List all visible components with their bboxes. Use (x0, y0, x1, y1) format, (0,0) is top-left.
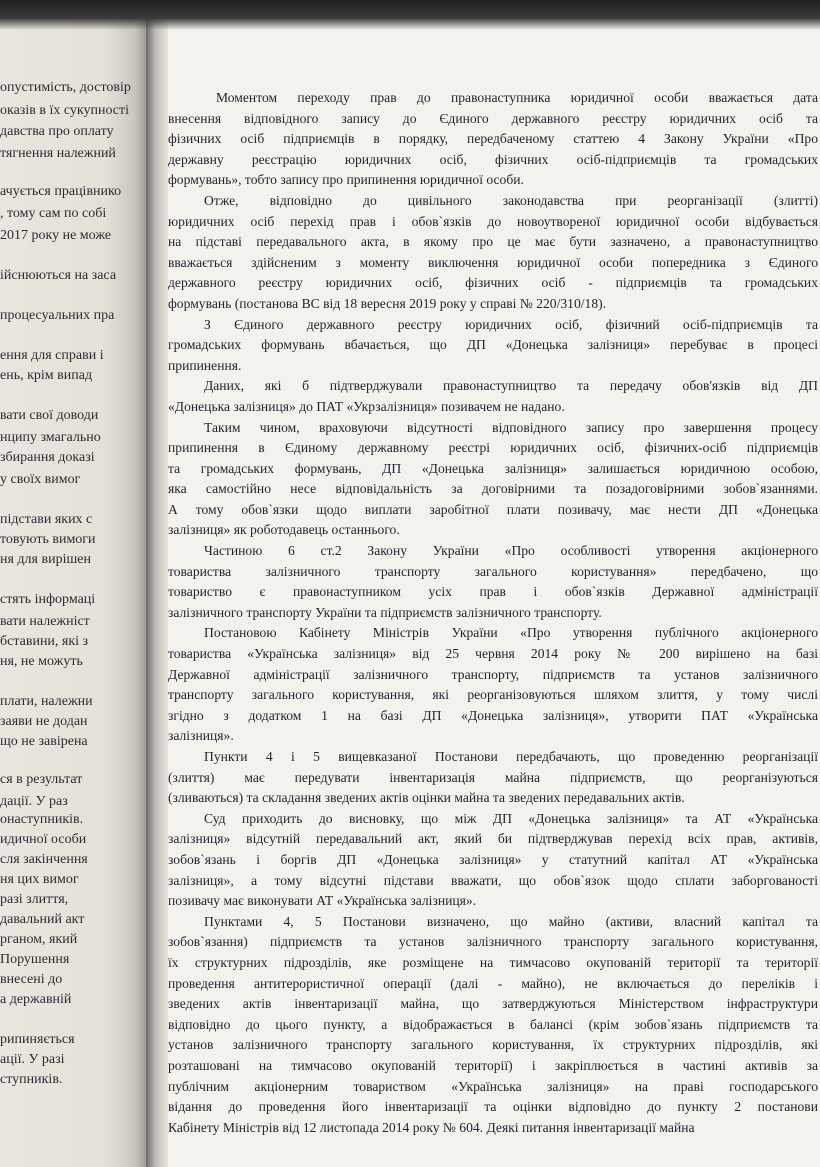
left-page-text-fragment: плати, належни (0, 694, 93, 709)
left-page-text-fragment: ення для справи і (0, 348, 104, 363)
text-line: залізниця» відсутній передавальний акт, який би підтверджував перехід всіх прав, активів, (168, 831, 818, 847)
left-page-text-fragment: у своїх вимог (0, 472, 81, 487)
text-line: Державної адміністрації залізничного транспорту, підприємств та установ залізничного (168, 666, 818, 682)
left-page-text-fragment: ня цих вимог (0, 872, 79, 887)
text-line: яка самостійно несе відповідальність за договірними та позадоговірними зобов`язаннями. (168, 481, 818, 497)
text-line: та громадських формувань, ДП «Донецька залізниця» залишається юридичною особою, (168, 460, 818, 476)
paragraph (168, 418, 818, 542)
left-page-edge (0, 0, 150, 1167)
left-page-text-fragment: внесені до (0, 972, 63, 987)
left-page-text-fragment: підстави яких с (0, 512, 93, 527)
text-line: припинення в Єдиному державному реєстрі юридичних осіб, фізичних-осіб підприємців (168, 440, 818, 456)
left-page-text-fragment: ачується працівнико (0, 184, 122, 199)
left-page-text-fragment: давства про оплату (0, 124, 114, 139)
paragraph (168, 541, 818, 623)
left-page-text-fragment: рганом, який (0, 932, 78, 947)
text-line: Даних, які б підтверджували правонаступництво та передачу обов'язків від ДП (204, 378, 818, 394)
paragraph (168, 809, 818, 912)
document-body (168, 88, 818, 1138)
left-page-text-fragment: вати свої доводи (0, 408, 99, 423)
text-line: вважається здійсненим з моменту виключення юридичної особи попередника з Єдиного (168, 254, 818, 270)
left-page-text-fragment: разі злиття, (0, 892, 69, 907)
text-line: (злиття) має передувати інвентаризація майна підприємств, що реорганізуються (168, 769, 818, 785)
text-line: громадських формувань вбачається, що ДП «Донецька залізниця» перебуває в процесі (168, 337, 818, 353)
text-line: товариства залізничного транспорту загального користування» передбачено, що (168, 563, 818, 579)
text-line: фізичних осіб підприємців в порядку, передбаченому статтею 4 Закону України «Про (168, 131, 818, 147)
text-line: державного реєстру юридичних осіб, фізичних осіб - підприємців та громадських (168, 275, 818, 291)
text-line: А тому обов`язки щодо виплати заробітної плати позивачу, має нести ДП «Донецька (168, 501, 818, 517)
paragraph (168, 623, 818, 747)
text-line: «Донецька залізниця» до ПАТ «Укрзалізниця» позивачем не надано. (168, 398, 565, 414)
text-line: формувань», тобто запису про припинення юридичної особи. (168, 172, 524, 188)
text-line: відання до проведення його інвентаризації та оцінки відповідно до пункту 2 постанови (168, 1099, 818, 1115)
left-page-text-fragment: ся в результат (0, 772, 83, 787)
text-line: Суд приходить до висновку, що між ДП «Донецька залізниця» та АТ «Українська (204, 810, 818, 826)
text-line: юридичних осіб перехід прав і обов`язків до новоутвореної юридичної особи відбувається (168, 213, 818, 229)
text-line: установ залізничного транспорту загального користування, їх структурних підрозділів, які (168, 1037, 818, 1053)
left-page-text-fragment: ійснюються на заса (0, 268, 117, 283)
text-line: розташовані на тимчасово окупованій території) і закріплюється в частині активів за (168, 1057, 818, 1073)
left-page-text-fragment: стять інформаці (0, 592, 96, 607)
paragraph (168, 912, 818, 1139)
left-page-text-fragment: онаступників. (0, 812, 84, 827)
text-line: залізниця» як роботодавець останнього. (168, 522, 400, 538)
left-page-text-fragment: збирання доказі (0, 450, 95, 465)
text-line: на підставі передавального акта, в якому про це має бути зазначено, а правонаступництво (168, 234, 818, 250)
text-line: залізниця». (168, 728, 234, 744)
text-line: зведених актів інвентаризації майна, що затверджуються Міністерством інфраструктури (168, 996, 818, 1012)
left-page-text-fragment: опустимість, достовір (0, 80, 131, 95)
text-line: (зливаються) та складання зведених актів оцінки майна та зведених передавальних актів. (168, 790, 685, 806)
left-page-text-fragment: ступників. (0, 1072, 63, 1087)
text-line: транспорту загального користування, які реорганізовуються шляхом злиття, у тому числі (168, 687, 818, 703)
left-page-text-fragment: тягнення належний (0, 146, 116, 161)
left-page-text-fragment: давальний акт (0, 912, 85, 927)
left-page-text-fragment: заяви не додан (0, 714, 88, 729)
document-page (168, 18, 820, 1167)
text-line: Моментом переходу прав до правонаступника юридичної особи вважається дата (216, 90, 818, 105)
text-line: зобов`язань і боргів ДП «Донецька залізниця» у статутний капітал АТ «Українська (168, 851, 818, 867)
paragraph (168, 191, 818, 315)
text-line: Таким чином, враховуючи відсутності відповідного запису про завершення процесу (204, 419, 818, 435)
text-line: Постановою Кабінету Міністрів України «Про утворення публічного акціонерного (204, 625, 818, 641)
left-page-text-fragment: дації. У раз (0, 794, 68, 809)
left-page-text-fragment: ня для вирішен (0, 552, 91, 567)
left-page-text-fragment: бставини, які з (0, 634, 89, 649)
text-line: З Єдиного державного реєстру юридичних осіб, фізичний осіб-підприємців та (204, 316, 818, 332)
paragraph (168, 376, 818, 417)
paragraph (168, 315, 818, 377)
text-line: залізничного транспорту України та підприємств залізничного транспорту. (168, 604, 602, 620)
left-page-text-fragment: оказів в їх сукупності (0, 103, 130, 118)
left-page-text-fragment: ації. У разі (0, 1052, 65, 1067)
text-line: припинення. (168, 357, 242, 373)
left-page-text-fragment: 2017 року не може (0, 228, 112, 243)
paragraph (168, 88, 818, 191)
left-page-text-fragment: ень, крім випад (0, 368, 93, 383)
text-line: Пункти 4 і 5 вищевказаної Постанови передбачають, що проведенню реорганізації (204, 749, 818, 764)
text-line: відповідно до цього пункту, а відображається в балансі (крім зобов`язань підприємств та (168, 1016, 818, 1032)
left-page-text-fragment: процесуальних пра (0, 308, 115, 323)
text-line: державну реєстрацію юридичних осіб, фізичних осіб-підприємців та громадських (168, 151, 818, 167)
left-page-text-fragment: рипиняється (0, 1032, 75, 1047)
text-line: публічним акціонерним товариством «Українська залізниця» на праві господарського (168, 1078, 818, 1094)
text-line: їх структурних підрозділів, яке розміщене на тимчасово окупованій території та території (168, 954, 818, 970)
text-line: формувань (постанова ВС від 18 вересня 2019 року у справі № 220/310/18). (168, 295, 607, 311)
text-line: Кабінету Міністрів від 12 листопада 2014 року № 604. Деякі питання інвентаризації майна (168, 1119, 695, 1135)
left-page-text-fragment: товують вимоги (0, 532, 96, 547)
left-page-text-fragment: а державній (0, 992, 72, 1007)
left-page-text-fragment: нципу змагально (0, 430, 101, 445)
paragraph (168, 747, 818, 809)
text-line: товариства «Українська залізниця» від 25 червня 2014 року № 200 вирішено на базі (168, 646, 818, 662)
text-line: залізниця», а тому відсутні підстави вважати, що обов`язок щодо сплати заборгованості (168, 872, 818, 888)
text-line: зобов`язання) підприємств та установ залізничного транспорту загального користування, (168, 934, 818, 950)
left-page-text-fragment: вати належніст (0, 614, 90, 629)
text-line: внесення відповідного запису до Єдиного державного реєстру юридичних осіб та (168, 110, 818, 126)
text-line: позивачу має виконувати АТ «Українська залізниця». (168, 893, 477, 909)
text-line: Отже, відповідно до цивільного законодавства при реорганізації (злитті) (204, 192, 818, 208)
left-page-text-fragment: Порушення (0, 952, 70, 967)
text-line: Пунктами 4, 5 Постанови визначено, що майно (активи, власний капітал та (204, 913, 818, 929)
scan-shadow (0, 0, 820, 30)
text-line: товариство є правонаступником усіх прав і обов`язків Державної адміністрації (168, 584, 818, 600)
text-line: Частиною 6 ст.2 Закону України «Про особливості утворення акціонерного (204, 543, 818, 559)
left-page-text-fragment: сля закінчення (0, 852, 88, 867)
left-page-text-fragment: , тому сам по собі (0, 206, 107, 221)
left-page-text-fragment: ня, не можуть (0, 654, 83, 669)
left-page-text-fragment: идичної особи (0, 832, 87, 847)
left-page-text-fragment: що не завірена (0, 734, 88, 749)
text-line: згідно з додатком 1 на базі ДП «Донецька залізниця», утворити ПАТ «Українська (168, 707, 818, 723)
text-line: проведення антитерористичної операції (далі - майно), не включається до переліків і (168, 975, 818, 991)
